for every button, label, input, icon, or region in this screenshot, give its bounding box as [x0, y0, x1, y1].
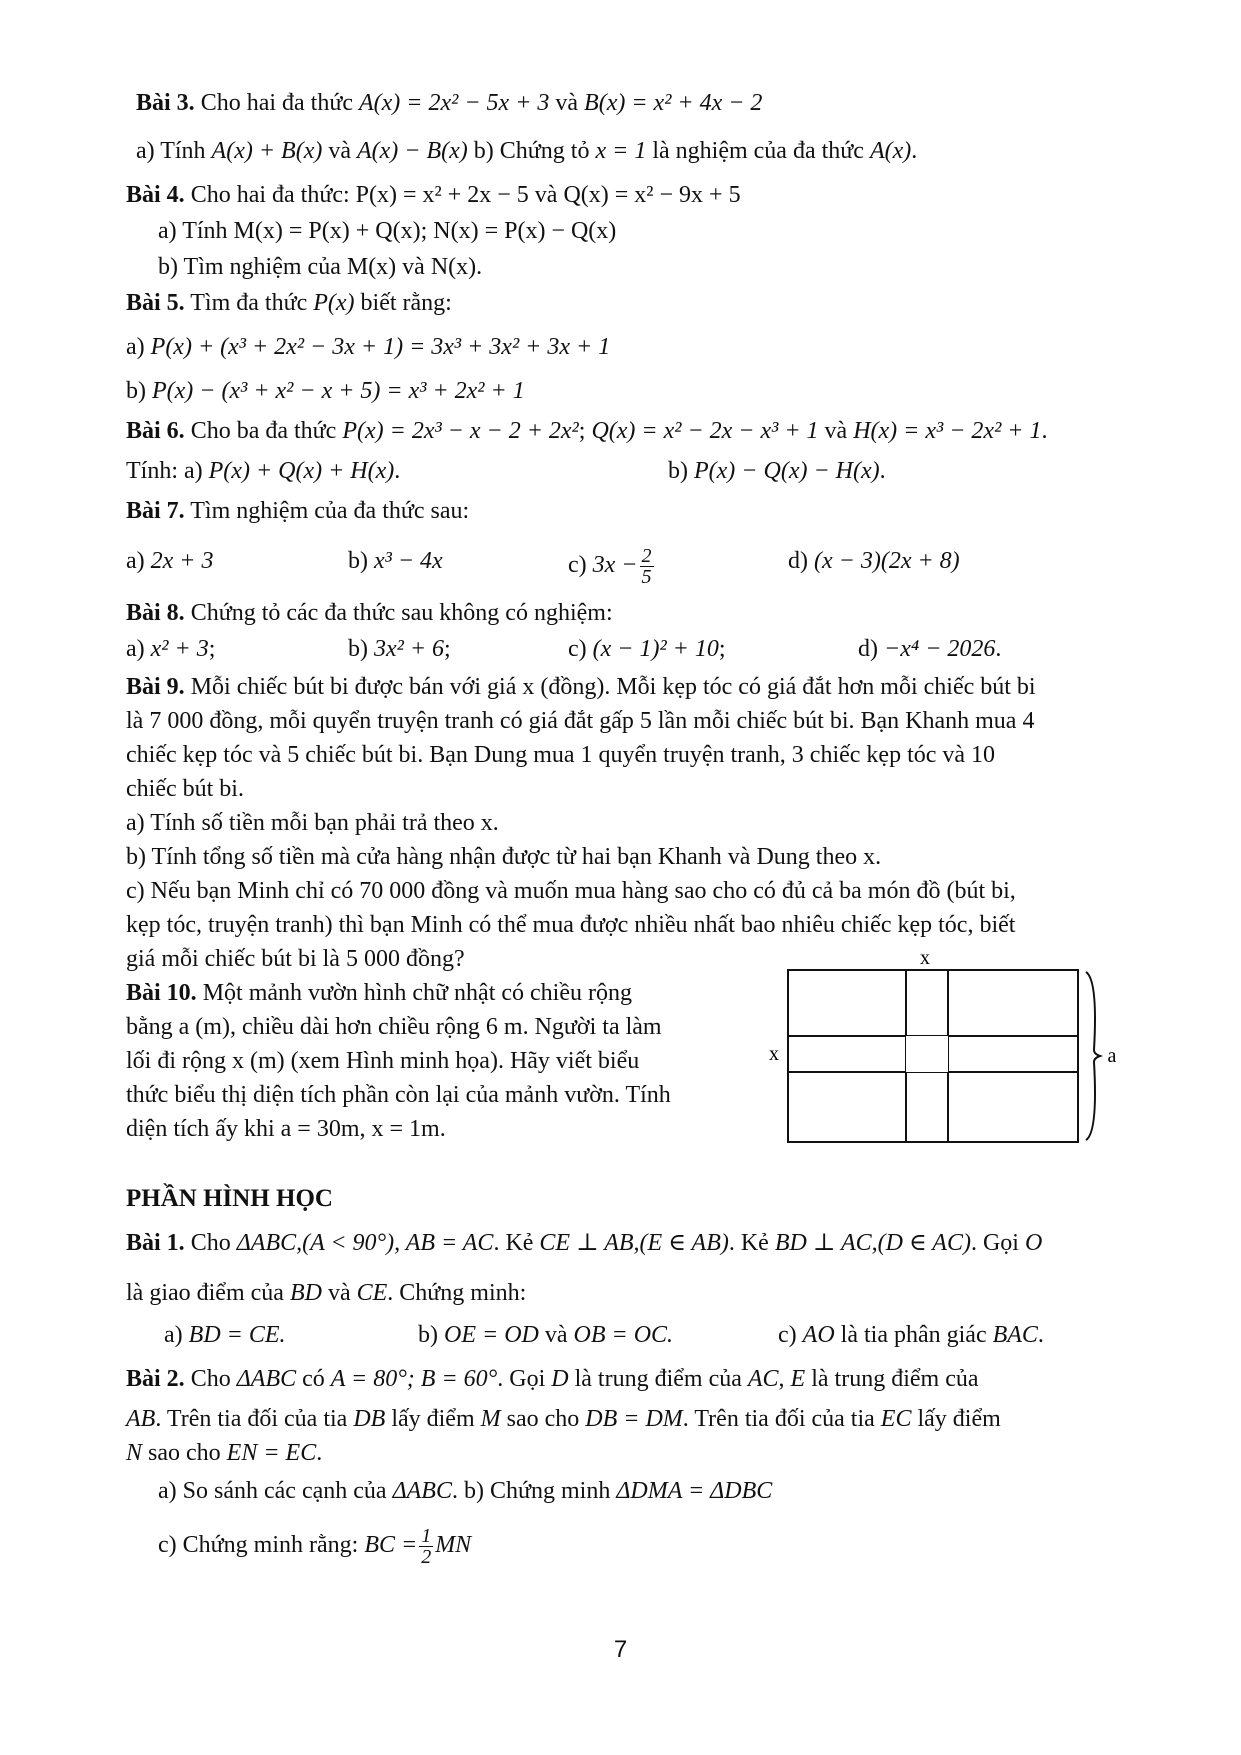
text-run: c) Chứng minh rằng:	[158, 1532, 365, 1559]
text-run: diện tích ấy khi a = 30m, x = 1m.	[126, 1116, 446, 1142]
text-run: sao cho	[142, 1440, 227, 1466]
text-run: a) So sánh các cạnh của	[158, 1478, 393, 1504]
algebra-line	[126, 288, 452, 318]
algebra-line	[158, 252, 482, 282]
math-expression: P(x) = 2x³ − x − 2 + 2x²	[342, 418, 579, 444]
text-run: giá mỗi chiếc bút bi là 5 000 đồng?	[126, 946, 465, 972]
algebra-line	[126, 416, 1047, 446]
math-expression: ΔABC,(A < 90°), AB = AC	[236, 1230, 494, 1256]
text-run: .	[394, 458, 401, 484]
text-run: lối đi rộng x (m) (xem Hình minh họa). Hãy viết biểu	[126, 1048, 640, 1074]
text-run: b) Chứng tỏ	[467, 138, 596, 164]
math-expression: ΔABC	[236, 1366, 297, 1392]
algebra-line	[126, 876, 1016, 906]
text-run: c) Nếu bạn Minh chỉ có 70 000 đồng và muốn mua hàng sao cho có đủ cả ba món đồ (bút bi,	[126, 878, 1016, 904]
text-run: .	[1041, 418, 1048, 444]
text-run: ;	[208, 636, 216, 662]
text-run: Một mảnh vườn hình chữ nhật có chiều rộng	[196, 980, 632, 1006]
text-run: Cho	[184, 1230, 237, 1256]
math-expression: BD = CE.	[188, 1322, 286, 1348]
text-run: . Kẻ	[493, 1230, 540, 1256]
math-expression: AC	[747, 1366, 779, 1392]
text-run: a) Tính M(x) = P(x) + Q(x); N(x) = P(x) − Q(x)	[158, 218, 617, 244]
math-expression: B(x) = x² + 4x − 2	[584, 90, 763, 116]
fraction: $\frac{1}{2}$	[421, 1525, 432, 1568]
text-run: Tính: a)	[126, 458, 209, 484]
text-run: chiếc bút bi.	[126, 776, 244, 802]
math-expression: A = 80°; B = 60°	[330, 1366, 498, 1392]
text-run: a) Tính	[136, 138, 212, 164]
math-expression: P(x) − (x³ + x² − x + 5) = x³ + 2x² + 1	[152, 378, 525, 404]
math-expression: P(x) + Q(x) + H(x)	[208, 458, 395, 484]
text-run: sao cho	[500, 1406, 586, 1432]
algebra-line	[126, 496, 469, 526]
text-run: a) Tính số tiền mỗi bạn phải trả theo x.	[126, 810, 499, 836]
text-run: có	[296, 1366, 331, 1392]
text-run: là 7 000 đồng, mỗi quyển truyện tranh có giá đắt gấp 5 lần mỗi chiếc bút bi. Bạn Khanh mua 4	[126, 708, 1035, 734]
text-run: . Gọi	[970, 1230, 1025, 1256]
text-run: Mỗi chiếc bút bi được bán với giá x (đồng). Mỗi kẹp tóc có giá đắt hơn mỗi chiếc bút bi	[184, 674, 1036, 700]
geometry-line	[418, 1320, 673, 1350]
algebra-line	[126, 634, 215, 664]
math-expression: 3x −	[592, 552, 638, 579]
figure-label-right: a	[1107, 1045, 1117, 1067]
text-run: a)	[126, 334, 151, 360]
figure-label-left: x	[769, 1043, 779, 1065]
text-run: b) Tìm nghiệm của M(x) và N(x).	[158, 254, 483, 280]
geometry-line	[778, 1320, 1044, 1350]
math-expression: D	[551, 1366, 569, 1392]
text-run: .	[316, 1440, 323, 1466]
algebra-line	[126, 944, 465, 974]
math-expression: MN	[435, 1532, 472, 1559]
text-run: là trung điểm của	[568, 1366, 748, 1392]
math-expression: BC =	[364, 1532, 418, 1559]
algebra-line	[858, 634, 1001, 664]
text-run: ,	[778, 1366, 791, 1392]
text-run: b)	[348, 636, 374, 662]
exercise-label: Bài 6.	[126, 418, 185, 444]
text-run: và	[549, 90, 585, 116]
exercise-label: Bài 10.	[126, 980, 197, 1006]
text-run: là tia phân giác	[834, 1322, 993, 1348]
text-run: .	[911, 138, 918, 164]
algebra-line	[126, 1114, 446, 1144]
text-run: b)	[418, 1322, 444, 1348]
text-run: thức biểu thị diện tích phần còn lại của mảnh vườn. Tính	[126, 1082, 671, 1108]
text-run: là trung điểm của	[805, 1366, 979, 1392]
math-expression: H(x) = x³ − 2x² + 1	[853, 418, 1042, 444]
text-run: lấy điểm	[385, 1406, 481, 1432]
exercise-label: Bài 7.	[126, 498, 185, 524]
algebra-line	[126, 332, 610, 362]
text-run: a)	[126, 636, 151, 662]
math-expression: CE ⊥ AB,(E ∈ AB)	[539, 1230, 729, 1256]
algebra-line	[126, 978, 632, 1008]
brace-right	[1086, 972, 1100, 1140]
math-expression: ΔABC	[392, 1478, 452, 1504]
text-run: Cho hai đa thức: P(x) = x² + 2x − 5 và Q(x) = x² − 9x + 5	[184, 182, 741, 208]
math-expression: OB = OC.	[573, 1322, 674, 1348]
algebra-line	[126, 808, 499, 838]
text-run: c)	[568, 636, 593, 662]
math-expression: 3x² + 6	[374, 636, 445, 662]
text-run: ;	[578, 418, 592, 444]
algebra-line	[126, 1046, 639, 1076]
algebra-line	[126, 774, 244, 804]
math-expression: x = 1	[595, 138, 647, 164]
exercise-label: Bài 1.	[126, 1230, 185, 1256]
text-run: ;	[718, 636, 726, 662]
math-expression: BAC	[992, 1322, 1038, 1348]
text-run: . b) Chứng minh	[451, 1478, 617, 1504]
geometry-line	[126, 1278, 526, 1308]
text-run: a)	[164, 1322, 189, 1348]
text-run: b) Tính tổng số tiền mà cửa hàng nhận được từ hai bạn Khanh và Dung theo x.	[126, 844, 882, 870]
text-run: lấy điểm	[911, 1406, 1001, 1432]
math-expression: A(x) + B(x)	[211, 138, 323, 164]
text-run: . Trên tia đối của tia	[682, 1406, 881, 1432]
page-number: 7	[613, 1636, 628, 1663]
algebra-line	[126, 598, 613, 628]
garden-figure	[760, 950, 1130, 1150]
math-expression: ΔDMA = ΔDBC	[616, 1478, 773, 1504]
text-run: Chứng tỏ các đa thức sau không có nghiệm:	[184, 600, 613, 626]
math-expression: −x⁴ − 2026	[884, 636, 996, 662]
text-run: và	[818, 418, 854, 444]
geometry-line	[158, 1476, 772, 1506]
algebra-line	[126, 456, 400, 486]
algebra-line	[668, 456, 886, 486]
text-run: .	[879, 458, 886, 484]
geometry-line	[158, 1526, 471, 1567]
exercise-label: Bài 3.	[136, 90, 195, 116]
text-run: và	[321, 1280, 357, 1306]
math-expression: M	[480, 1406, 501, 1432]
algebra-line	[126, 842, 881, 872]
math-expression: x² + 3	[150, 636, 209, 662]
math-expression: A(x) = 2x² − 5x + 3	[359, 90, 550, 116]
exercise-label: Bài 5.	[126, 290, 185, 316]
text-run: ;	[444, 636, 451, 662]
math-expression: DB	[353, 1406, 386, 1432]
text-run: . Chứng minh:	[387, 1280, 527, 1306]
text-run: c)	[568, 552, 593, 579]
text-run: chiếc kẹp tóc và 5 chiếc bút bi. Bạn Dung mua 1 quyển truyện tranh, 3 chiếc kẹp tóc và 10	[126, 742, 996, 768]
geometry-heading: PHẦN HÌNH HỌC	[126, 1185, 333, 1212]
text-run: b)	[668, 458, 694, 484]
figure-label-top: x	[920, 950, 930, 969]
text-run: Cho hai đa thức	[194, 90, 359, 116]
math-expression: N	[126, 1440, 143, 1466]
exercise-label: Bài 8.	[126, 600, 185, 626]
algebra-line	[126, 180, 741, 210]
geometry-line	[126, 1404, 1001, 1434]
math-expression: E	[790, 1366, 806, 1392]
math-expression: (x − 3)(2x + 8)	[814, 548, 960, 574]
algebra-line	[568, 546, 656, 587]
geometry-line	[164, 1320, 286, 1350]
algebra-line	[126, 376, 525, 406]
text-run: biết rằng:	[354, 290, 452, 316]
fraction: $\frac{2}{5}$	[641, 545, 652, 588]
text-run: Cho ba đa thức	[184, 418, 343, 444]
math-expression: P(x) − Q(x) − H(x)	[694, 458, 880, 484]
math-expression: A(x)	[869, 138, 912, 164]
math-expression: (x − 1)² + 10	[592, 636, 719, 662]
algebra-line	[136, 136, 917, 166]
text-run: d)	[858, 636, 884, 662]
text-run: .	[1037, 1322, 1044, 1348]
geometry-line	[126, 1438, 322, 1468]
text-run: kẹp tóc, truyện tranh) thì bạn Minh có thể mua được nhiều nhất bao nhiêu chiếc kẹp tóc, biết	[126, 912, 1016, 938]
math-expression: DB = DM	[585, 1406, 683, 1432]
math-expression: CE	[356, 1280, 388, 1306]
text-run: c)	[778, 1322, 803, 1348]
text-run: .	[995, 636, 1002, 662]
algebra-line	[126, 706, 1034, 736]
text-run: là giao điểm của	[126, 1280, 290, 1306]
text-run: a)	[126, 548, 151, 574]
math-expression: AB	[126, 1406, 156, 1432]
algebra-line	[788, 546, 960, 576]
algebra-line	[158, 216, 616, 246]
text-run: b)	[126, 378, 152, 404]
exercise-label: Bài 4.	[126, 182, 185, 208]
math-expression: BD	[289, 1280, 322, 1306]
text-run: Cho	[184, 1366, 237, 1392]
algebra-line	[348, 546, 443, 576]
math-expression: OE = OD	[444, 1322, 539, 1348]
math-expression: A(x) − B(x)	[357, 138, 468, 164]
text-run: là nghiệm của đa thức	[646, 138, 870, 164]
math-expression: P(x)	[313, 290, 355, 316]
text-run: . Trên tia đối của tia	[155, 1406, 354, 1432]
algebra-line	[126, 1080, 671, 1110]
text-run: và	[538, 1322, 574, 1348]
math-expression: EN = EC	[226, 1440, 317, 1466]
text-run: bằng a (m), chiều dài hơn chiều rộng 6 m. Người ta làm	[126, 1014, 662, 1040]
geometry-line	[126, 1364, 979, 1394]
algebra-line	[126, 910, 1015, 940]
text-run: Tìm nghiệm của đa thức sau:	[184, 498, 470, 524]
text-run: b)	[348, 548, 374, 574]
geometry-line	[126, 1228, 1042, 1258]
math-expression: AO	[802, 1322, 835, 1348]
math-expression: EC	[880, 1406, 912, 1432]
text-run: Tìm đa thức	[184, 290, 314, 316]
text-run: . Gọi	[497, 1366, 552, 1392]
algebra-line	[126, 672, 1036, 702]
exercise-label: Bài 9.	[126, 674, 185, 700]
math-expression: 2x + 3	[150, 548, 214, 574]
algebra-line	[348, 634, 451, 664]
algebra-line	[568, 634, 726, 664]
algebra-line	[126, 1012, 662, 1042]
math-expression: P(x) + (x³ + 2x² − 3x + 1) = 3x³ + 3x² + 3x + 1	[150, 334, 611, 360]
math-expression: O	[1024, 1230, 1043, 1256]
text-run: và	[322, 138, 357, 164]
math-expression: BD ⊥ AC,(D ∈ AC)	[774, 1230, 971, 1256]
math-expression: Q(x) = x² − 2x − x³ + 1	[591, 418, 819, 444]
exercise-label: Bài 2.	[126, 1366, 185, 1392]
text-run: . Kẻ	[728, 1230, 775, 1256]
algebra-line	[136, 88, 762, 118]
text-run: d)	[788, 548, 814, 574]
math-expression: x³ − 4x	[374, 548, 443, 574]
algebra-line	[126, 740, 995, 770]
algebra-line	[126, 546, 214, 576]
